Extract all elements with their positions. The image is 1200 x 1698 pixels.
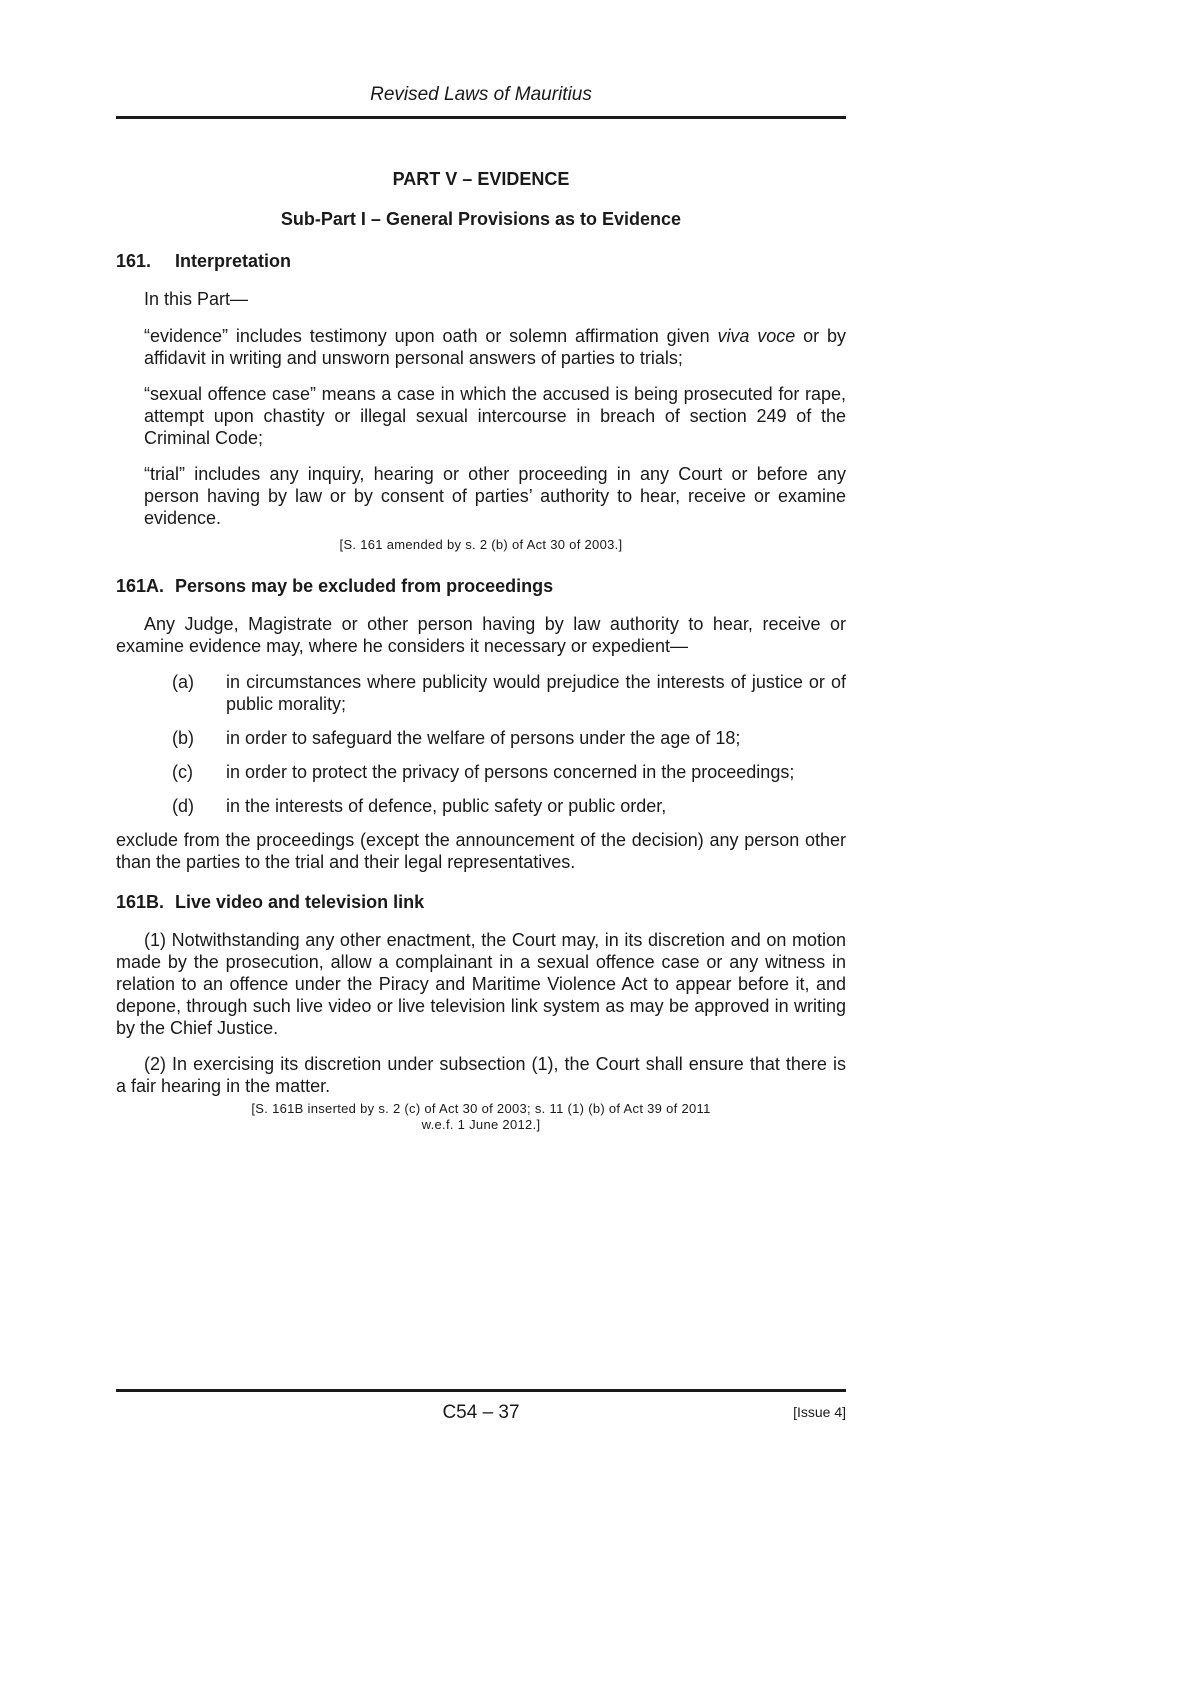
section-161a-closing: exclude from the proceedings (except the announcement of the decision) any person other than the parties to the trial and their legal representatives. bbox=[116, 830, 846, 872]
section-number: 161. bbox=[116, 251, 152, 271]
document-page bbox=[116, 0, 846, 1698]
list-item bbox=[116, 761, 846, 783]
item-label: (d) bbox=[172, 796, 194, 816]
section-161a-intro: Any Judge, Magistrate or other person having by law authority to hear, receive or examine evidence may, where he considers it necessary or expedient— bbox=[116, 614, 846, 656]
note-line: w.e.f. 1 June 2012.] bbox=[421, 1117, 541, 1132]
definition-text: or by affidavit in writing and unsworn personal answers of parties to trials; bbox=[144, 326, 846, 368]
item-text: in order to safeguard the welfare of persons under the age of 18; bbox=[226, 728, 741, 748]
section-title: Persons may be excluded from proceedings bbox=[175, 576, 554, 596]
part-title: PART V – EVIDENCE bbox=[392, 169, 570, 189]
section-number: 161A. bbox=[116, 576, 165, 596]
section-title: Interpretation bbox=[175, 251, 292, 271]
issue-label: [Issue 4] bbox=[793, 1404, 846, 1420]
note-line: [S. 161B inserted by s. 2 (c) of Act 30 of 2003; s. 11 (1) (b) of Act 39 of 2011 bbox=[251, 1101, 711, 1116]
subsection-1: (1) Notwithstanding any other enactment, the Court may, in its discretion and on motion made by the prosecution, allow a complainant in a sexual offence case or any witness in relation to an offence under the Piracy and Maritime Violence Act to appear before it, and depone, through such live video or live television link system as may be approved in writing by the Chief Justice. bbox=[116, 930, 846, 1038]
running-header: Revised Laws of Mauritius bbox=[370, 84, 592, 105]
section-number: 161B. bbox=[116, 892, 165, 912]
section-161-intro: In this Part— bbox=[144, 289, 249, 309]
page-number: C54 – 37 bbox=[442, 1402, 520, 1423]
section-161a-heading bbox=[116, 575, 846, 597]
subsection-2: (2) In exercising its discretion under subsection (1), the Court shall ensure that there is a fair hearing in the matter. bbox=[116, 1054, 846, 1096]
item-text: in circumstances where publicity would prejudice the interests of justice or of public morality; bbox=[226, 672, 846, 714]
page-content bbox=[116, 168, 846, 1133]
definition-sexual-offence-case: “sexual offence case” means a case in which the accused is being prosecuted for rape, attempt upon chastity or illegal sexual intercourse in breach of section 249 of the Criminal Code; bbox=[144, 384, 846, 448]
list-item bbox=[116, 671, 846, 715]
item-label: (a) bbox=[172, 672, 194, 692]
definition-text: “evidence” includes testimony upon oath or solemn affirmation given bbox=[144, 326, 718, 346]
list-item bbox=[116, 795, 846, 817]
amendment-note bbox=[116, 1101, 846, 1133]
section-161b-heading bbox=[116, 891, 846, 913]
list-item bbox=[116, 727, 846, 749]
item-label: (b) bbox=[172, 728, 194, 748]
section-title: Live video and television link bbox=[175, 892, 425, 912]
definition-trial: “trial” includes any inquiry, hearing or other proceeding in any Court or before any person having by law or by consent of parties’ authority to hear, receive or examine evidence. bbox=[144, 464, 846, 528]
section-161-heading bbox=[116, 250, 846, 272]
header-rule bbox=[116, 116, 846, 119]
definition-italic-term: viva voce bbox=[717, 326, 796, 346]
subpart-title: Sub-Part I – General Provisions as to Evidence bbox=[280, 209, 682, 229]
item-text: in the interests of defence, public safety or public order, bbox=[226, 796, 667, 816]
item-text: in order to protect the privacy of persons concerned in the proceedings; bbox=[226, 762, 795, 782]
item-label: (c) bbox=[172, 762, 193, 782]
definition-evidence bbox=[144, 325, 846, 369]
footer-rule bbox=[116, 1389, 846, 1392]
amendment-note: [S. 161 amended by s. 2 (b) of Act 30 of 2003.] bbox=[339, 537, 623, 552]
